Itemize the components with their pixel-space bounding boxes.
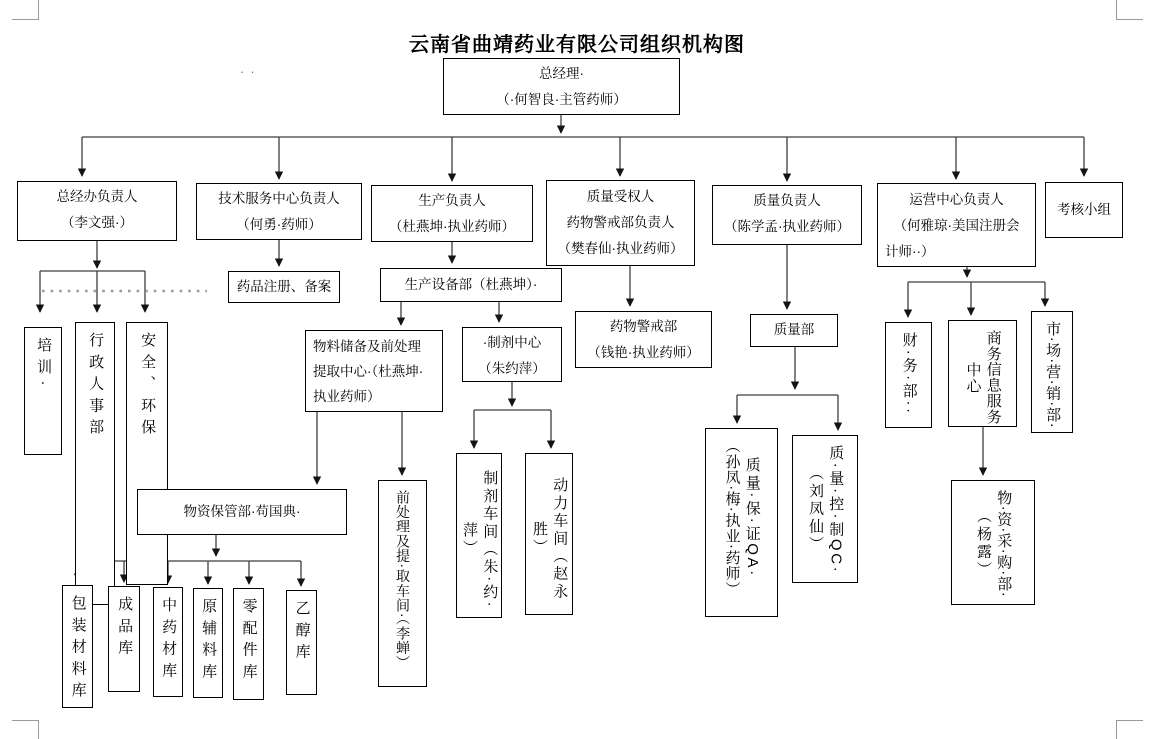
node-business-info-service-center bbox=[948, 320, 1017, 427]
node-quality-dept bbox=[750, 314, 838, 347]
quality-head-title: 质量负责人 bbox=[753, 193, 821, 208]
page-corner-mark-bottom-left bbox=[12, 720, 39, 739]
gm-office-title: 总经办负责人 bbox=[56, 189, 138, 204]
tech-center-title: 技术服务中心负责人 bbox=[218, 191, 340, 206]
page-corner-mark-bottom-right bbox=[1116, 720, 1143, 739]
operations-title: 运营中心负责人 bbox=[909, 192, 1004, 207]
qa-label bbox=[721, 429, 762, 597]
purchasing-dept-person: （杨露） bbox=[975, 508, 992, 580]
node-material-keeping-dept bbox=[137, 489, 347, 535]
marketing-dept-label: 市·场·营·销·部· bbox=[1044, 321, 1062, 429]
node-power-workshop bbox=[525, 453, 573, 615]
node-tech-service-center-head bbox=[196, 183, 362, 240]
equipment-dept-label: 生产设备部（杜燕坤）· bbox=[404, 276, 538, 292]
training-label: 培训· bbox=[35, 337, 53, 393]
qc-label bbox=[805, 436, 846, 574]
preparation-center-person: （朱约萍） bbox=[478, 361, 546, 376]
admin-hr-label: 行政人事部 bbox=[87, 332, 105, 441]
node-training bbox=[24, 327, 62, 455]
business-info-center-title: 商务信息服务 bbox=[984, 330, 1002, 425]
purchasing-dept-title: 物·资·采·购·部· bbox=[995, 490, 1013, 598]
node-packaging-material-store bbox=[62, 585, 93, 708]
pharmacovigilance-person: （钱艳·执业药师） bbox=[587, 345, 700, 360]
node-production-head bbox=[371, 185, 533, 242]
node-finished-goods-store bbox=[108, 586, 140, 692]
material-keeping-dept-label: 物资保管部·苟国典· bbox=[183, 503, 301, 519]
node-marketing-dept bbox=[1031, 311, 1073, 433]
node-ethanol-store bbox=[286, 590, 317, 695]
operations-person-line1: （何雅琼·美国注册会 bbox=[893, 218, 1020, 233]
safety-environment-label: 安全、环保 bbox=[139, 332, 157, 441]
finished-goods-store-label: 成品库 bbox=[116, 596, 134, 662]
node-raw-auxiliary-store bbox=[193, 588, 223, 698]
quality-authorized-title2: 药物警戒部负责人 bbox=[566, 215, 675, 230]
node-quality-assurance-qa bbox=[705, 428, 778, 617]
gm-office-person: （李文强·） bbox=[61, 215, 133, 230]
qc-title: 质·量·控·制QC· bbox=[827, 445, 845, 575]
purchasing-dept-label bbox=[973, 481, 1014, 597]
node-general-manager bbox=[443, 58, 680, 115]
node-preparation-center bbox=[462, 327, 562, 382]
tech-center-person: （何勇·药师） bbox=[236, 217, 322, 232]
material-center-line2: 提取中心·（杜燕坤· bbox=[313, 364, 424, 379]
formatting-marks: ·· bbox=[240, 64, 261, 79]
production-person: （杜燕坤·执业药师） bbox=[389, 219, 515, 234]
page-corner-mark-top-left bbox=[12, 0, 39, 20]
business-info-center-suffix: 中心 bbox=[964, 361, 982, 393]
quality-authorized-title1: 质量受权人 bbox=[586, 189, 655, 204]
preparation-center-title: ·制剂中心 bbox=[482, 335, 542, 350]
herbal-material-store-label: 中药材库 bbox=[160, 597, 178, 684]
finance-dept-label: 财·务·部·· bbox=[900, 332, 918, 416]
qc-person: （刘凤仙） bbox=[807, 465, 824, 554]
node-quality-authorized-person bbox=[546, 180, 695, 266]
business-info-center-label bbox=[962, 321, 1003, 425]
node-finance-dept bbox=[885, 322, 932, 428]
node-quality-head bbox=[712, 185, 862, 245]
pretreatment-extraction-workshop-label: 前处理及提·取车间·（李蝉） bbox=[394, 490, 411, 671]
production-title: 生产负责人 bbox=[418, 193, 486, 208]
operations-person-line2: 计师··） bbox=[885, 244, 935, 259]
ethanol-store-label: 乙醇库 bbox=[293, 600, 311, 666]
pharmacovigilance-title: 药物警戒部 bbox=[609, 319, 678, 334]
node-spare-parts-store bbox=[233, 588, 264, 700]
node-operations-center-head bbox=[877, 183, 1036, 267]
material-center-line1: 物料储备及前处理 bbox=[313, 339, 421, 354]
general-manager-person: （·何智良·主管药师） bbox=[496, 92, 627, 107]
general-manager-title: 总经理· bbox=[539, 66, 584, 81]
node-safety-environment bbox=[126, 322, 168, 585]
qa-title: 质量·保·证QA· bbox=[743, 457, 761, 578]
node-material-purchasing-dept bbox=[951, 480, 1035, 605]
node-quality-control-qc bbox=[792, 435, 858, 583]
page-title: 云南省曲靖药业有限公司组织机构图 bbox=[409, 34, 745, 56]
node-equipment-dept bbox=[380, 268, 562, 302]
node-material-storage-pretreatment-center bbox=[305, 330, 443, 412]
raw-auxiliary-store-label: 原辅料库 bbox=[200, 598, 218, 685]
node-gm-office-head bbox=[17, 181, 177, 241]
node-admin-hr-dept bbox=[75, 322, 115, 605]
node-assessment-team bbox=[1045, 182, 1123, 238]
page-corner-mark-top-right bbox=[1116, 0, 1143, 20]
drug-registration-label: 药品注册、备案 bbox=[236, 278, 332, 294]
quality-authorized-person: （樊春仙·执业药师） bbox=[557, 241, 684, 256]
spare-parts-store-label: 零配件库 bbox=[240, 598, 258, 685]
packaging-material-store-label: 包装材料库 bbox=[69, 595, 87, 704]
node-drug-registration bbox=[228, 271, 340, 303]
material-center-line3: 执业药师） bbox=[313, 389, 381, 404]
power-workshop-label: 动力车间（赵永胜） bbox=[531, 476, 569, 601]
preparation-workshop-label: 制剂车间（朱·约·萍） bbox=[461, 470, 499, 610]
node-herbal-material-store bbox=[153, 587, 183, 697]
assessment-team-label: 考核小组 bbox=[1057, 201, 1111, 217]
qa-person: （孙凤·梅·执业·药师） bbox=[723, 438, 741, 597]
node-pharmacovigilance-dept bbox=[575, 311, 712, 368]
quality-dept-label: 质量部 bbox=[773, 322, 815, 338]
node-pretreatment-extraction-workshop bbox=[378, 480, 427, 687]
quality-head-person: （陈学孟·执业药师） bbox=[724, 219, 850, 234]
node-preparation-workshop bbox=[456, 453, 502, 618]
